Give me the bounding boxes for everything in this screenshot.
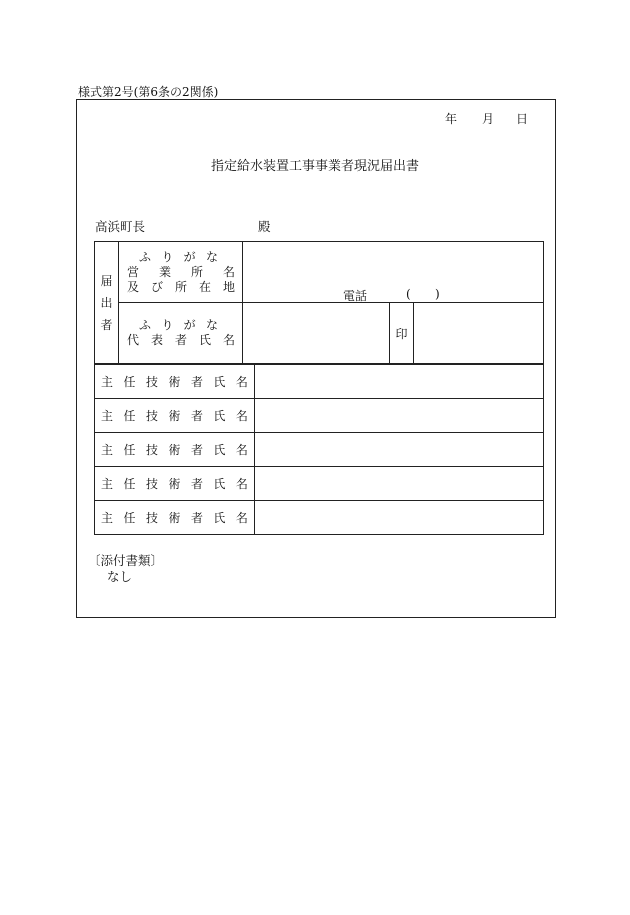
char: 氏 [213, 375, 226, 389]
char: 名 [222, 264, 235, 279]
char: 名 [222, 333, 235, 347]
attachments-value: なし [107, 569, 133, 584]
table-row [95, 433, 544, 467]
char: 技 [145, 511, 158, 525]
char: 主 [101, 409, 114, 423]
char: ふ [139, 249, 152, 264]
date-year-label: 年 [445, 112, 458, 126]
char: 氏 [213, 409, 226, 423]
char: 名 [235, 477, 248, 491]
char: 者 [174, 333, 187, 347]
char: 名 [235, 443, 248, 457]
char: 技 [145, 409, 158, 423]
seal-field[interactable] [414, 303, 544, 364]
char: 術 [168, 375, 181, 389]
business-furigana [119, 250, 242, 265]
technician-table [94, 364, 544, 535]
phone-paren-open: ( [406, 287, 411, 301]
technician-name-field[interactable] [255, 501, 544, 535]
phone-area [243, 242, 543, 302]
char: 者 [190, 477, 203, 491]
business-label-cell [119, 242, 243, 303]
addressee-honorific: 殿 [258, 219, 271, 234]
technician-label [95, 501, 255, 535]
document-title: 指定給水装置工事事業者現況届出書 [210, 159, 419, 174]
char: 営 [127, 264, 140, 279]
char: り [161, 318, 174, 332]
char: な [205, 318, 218, 332]
char: り [161, 249, 174, 264]
side-char: 出 [100, 295, 113, 310]
phone-label: 電話 [343, 289, 368, 303]
char: 任 [123, 477, 136, 491]
side-char: 者 [100, 317, 113, 332]
char: 地 [222, 279, 235, 294]
char: 者 [190, 511, 203, 525]
char: 業 [158, 264, 171, 279]
char: が [183, 318, 196, 332]
char: 所 [174, 279, 187, 294]
char: 名 [235, 511, 248, 525]
char: 者 [190, 409, 203, 423]
technician-name-field[interactable] [255, 467, 544, 501]
date-day-label: 日 [516, 112, 529, 126]
representative-furigana [119, 318, 242, 333]
char: 術 [168, 477, 181, 491]
side-char: 届 [100, 273, 113, 288]
char: び [150, 279, 163, 294]
phone-paren-close: ) [435, 287, 440, 301]
char: 所 [190, 264, 203, 279]
char: 名 [235, 375, 248, 389]
char: 技 [145, 375, 158, 389]
technician-label [95, 399, 255, 433]
technician-name-field[interactable] [255, 433, 544, 467]
char: な [205, 249, 218, 264]
technician-label [95, 433, 255, 467]
technician-name-field[interactable] [255, 399, 544, 433]
char: 技 [145, 477, 158, 491]
char: 氏 [198, 333, 211, 347]
seal-label: 印 [390, 303, 414, 364]
char: 主 [101, 443, 114, 457]
char: が [183, 249, 196, 264]
char: 氏 [213, 477, 226, 491]
technician-label [95, 365, 255, 399]
char: 及 [127, 279, 140, 294]
table-row [95, 365, 544, 399]
char: 任 [123, 511, 136, 525]
char: 主 [101, 375, 114, 389]
char: 代 [127, 333, 140, 347]
table-row [95, 501, 544, 535]
char: 者 [190, 443, 203, 457]
char: 任 [123, 443, 136, 457]
addressee-name: 高浜町長 [95, 219, 146, 234]
char: 氏 [213, 443, 226, 457]
applicant-table [94, 241, 544, 364]
char: 術 [168, 443, 181, 457]
char: 任 [123, 375, 136, 389]
form-number: 様式第2号(第6条の2関係) [78, 85, 219, 99]
representative-name-label [119, 333, 242, 348]
table-row [95, 467, 544, 501]
char: 任 [123, 409, 136, 423]
applicant-side-label [95, 242, 119, 364]
char: 名 [235, 409, 248, 423]
char: 主 [101, 511, 114, 525]
date-month-label: 月 [482, 112, 495, 126]
technician-label [95, 467, 255, 501]
char: 表 [150, 333, 163, 347]
char: ふ [139, 318, 152, 332]
char: 術 [168, 409, 181, 423]
business-name-label [119, 265, 242, 280]
technician-name-field[interactable] [255, 365, 544, 399]
representative-label-cell [119, 303, 243, 364]
table-row [95, 399, 544, 433]
char: 在 [198, 279, 211, 294]
char: 術 [168, 511, 181, 525]
char: 技 [145, 443, 158, 457]
business-address-field[interactable] [243, 242, 544, 303]
representative-name-field[interactable] [243, 303, 390, 364]
attachments-heading: 〔添付書類〕 [88, 553, 164, 568]
business-address-label [119, 280, 242, 295]
char: 主 [101, 477, 114, 491]
char: 氏 [213, 511, 226, 525]
char: 者 [190, 375, 203, 389]
